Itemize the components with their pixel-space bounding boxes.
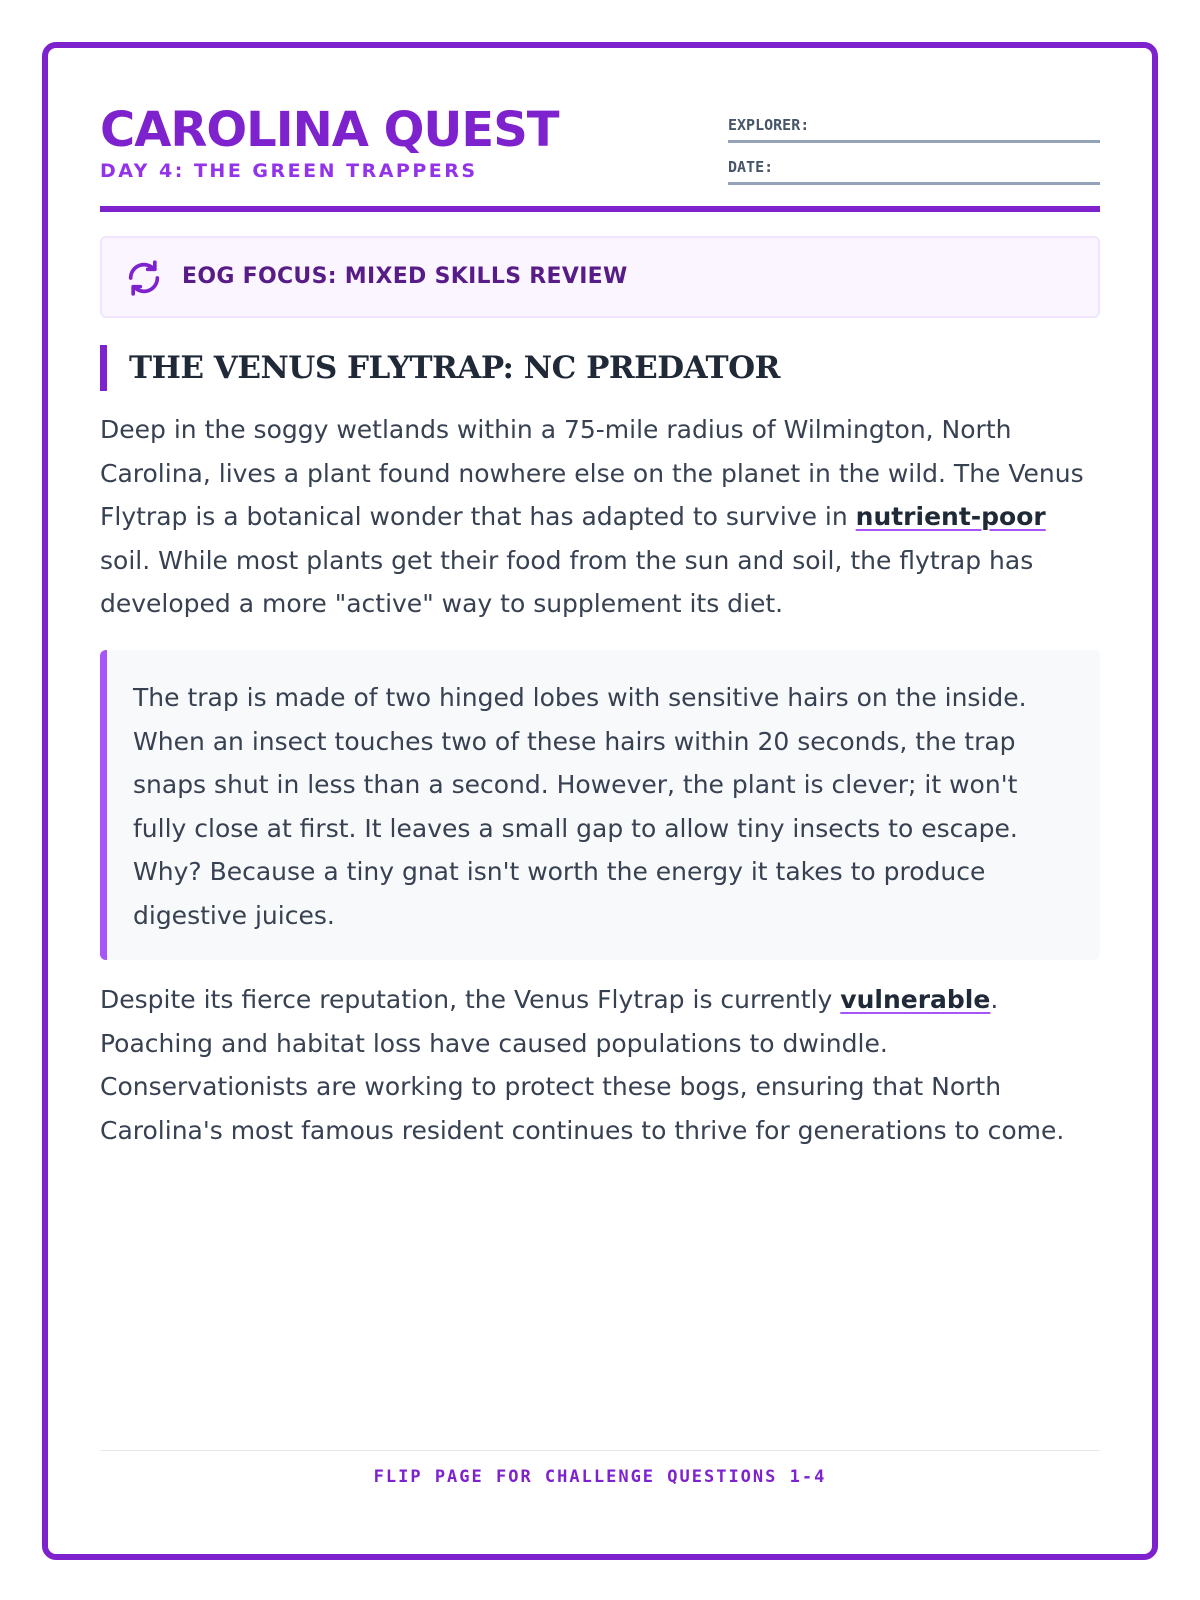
article-title: THE VENUS FLYTRAP: NC PREDATOR xyxy=(100,345,780,391)
worksheet-content xyxy=(100,100,1100,1487)
focus-label: EOG FOCUS: MIXED SKILLS REVIEW xyxy=(182,264,628,289)
footer-note: FLIP PAGE FOR CHALLENGE QUESTIONS 1-4 xyxy=(373,1467,827,1487)
page-subtitle: DAY 4: THE GREEN TRAPPERS xyxy=(100,160,478,182)
conclusion-paragraph xyxy=(100,978,1100,1152)
vocab-term-nutrient-poor: nutrient-poor xyxy=(855,502,1046,531)
date-field[interactable] xyxy=(728,152,1100,185)
refresh-icon xyxy=(124,258,164,298)
intro-text-end: soil. While most plants get their food from the sun and soil, the flytrap has developed a more "active" way to supplement its diet. xyxy=(100,545,1034,618)
callout-text: The trap is made of two hinged lobes with sensitive hairs on the inside. When an insect touches two of these hairs within 20 seconds, the trap snaps shut in less than a second. However, the plant is clever; it won't fully close at first. It leaves a small gap to allow tiny insects to escape. Why? Because a tiny gnat isn't worth the energy it takes to produce digestive juices. xyxy=(133,683,1027,930)
conclusion-text-start: Despite its fierce reputation, the Venus Flytrap is currently xyxy=(100,985,841,1014)
conclusion-text-end: . Poaching and habitat loss have caused populations to dwindle. Conservationists are working to protect these bogs, ensuring that North Carolina's most famous resident continues to thrive for generations to come. xyxy=(100,985,1065,1145)
intro-text-start: Deep in the soggy wetlands within a 75-mile radius of Wilmington, North Carolina, lives a plant found nowhere else on the planet in the wild. The Venus Flytrap is a botanical wonder that has adapted to survive in xyxy=(100,415,1084,531)
date-label: DATE: xyxy=(728,158,774,176)
intro-paragraph xyxy=(100,408,1100,626)
callout-box xyxy=(100,650,1100,960)
page-title: CAROLINA QUEST xyxy=(100,102,559,158)
explorer-label: EXPLORER: xyxy=(728,116,810,134)
vocab-term-vulnerable: vulnerable xyxy=(840,985,991,1014)
page-footer xyxy=(100,1450,1100,1501)
focus-banner xyxy=(100,236,1100,318)
worksheet-header xyxy=(100,100,1100,212)
explorer-field[interactable] xyxy=(728,110,1100,143)
